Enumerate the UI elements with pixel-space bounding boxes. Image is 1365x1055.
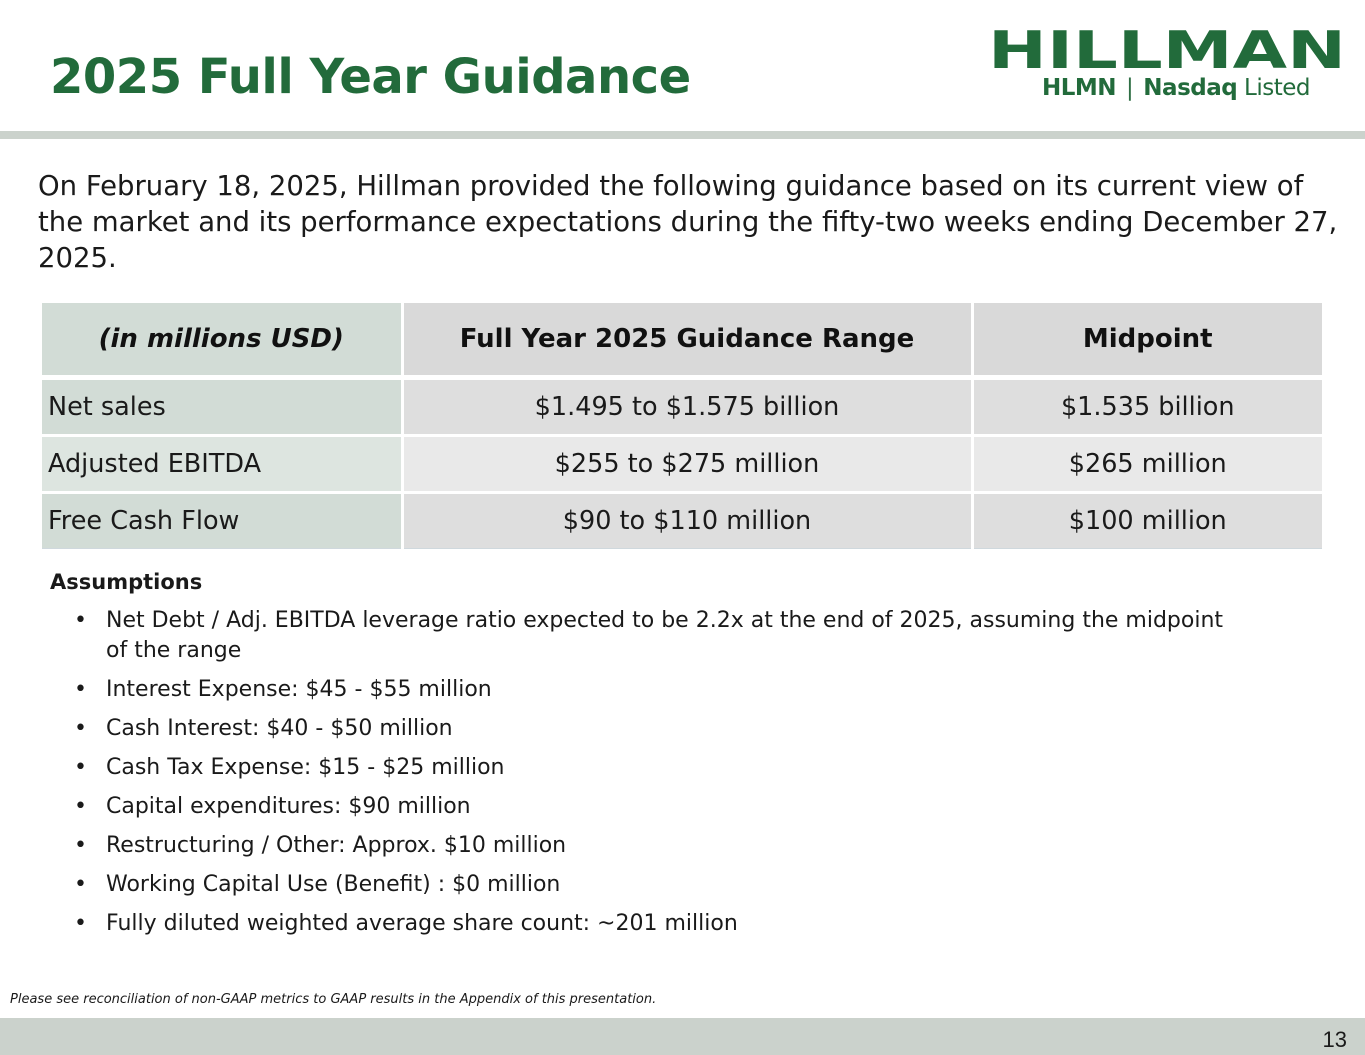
row-metric: Net sales (42, 378, 402, 436)
list-item (72, 831, 1232, 861)
logo-separator: | (1126, 75, 1134, 101)
table-row (42, 436, 1322, 493)
list-item (72, 792, 1232, 822)
header-midpoint: Midpoint (972, 303, 1322, 378)
hillman-wordmark (986, 26, 1348, 72)
bullet-icon: • (74, 754, 87, 780)
row-midpoint: $265 million (972, 436, 1322, 493)
assumptions-heading: Assumptions (50, 570, 203, 594)
footer-bar (0, 1018, 1365, 1055)
intro-paragraph: On February 18, 2025, Hillman provided the following guidance based on its current view of the market and its performance expectations during the fifty-two weeks ending December 27, 2025. (38, 170, 1338, 274)
row-range: $90 to $110 million (402, 493, 972, 549)
page-title: 2025 Full Year Guidance (50, 49, 691, 105)
header-units: (in millions USD) (42, 303, 402, 378)
list-item (72, 870, 1232, 900)
assumptions-list (72, 606, 1232, 948)
logo-wordmark-text: HILLMAN (988, 26, 1346, 72)
table-row (42, 378, 1322, 436)
bullet-icon: • (74, 832, 87, 858)
logo-tagline (1042, 73, 1310, 103)
bullet-icon: • (74, 608, 87, 633)
assumption-text: Fully diluted weighted average share count: ~201 million (106, 910, 738, 936)
header-divider (0, 131, 1365, 139)
bullet-icon: • (74, 715, 87, 741)
bullet-icon: • (74, 871, 87, 897)
hillman-logo (986, 26, 1348, 106)
header-guidance-range: Full Year 2025 Guidance Range (402, 303, 972, 378)
row-midpoint: $100 million (972, 493, 1322, 549)
assumption-text: Working Capital Use (Benefit) : $0 million (106, 871, 561, 897)
assumption-text: Cash Tax Expense: $15 - $25 million (106, 754, 505, 780)
bullet-icon: • (74, 793, 87, 819)
assumption-text: Capital expenditures: $90 million (106, 793, 471, 819)
table-row (42, 493, 1322, 549)
row-range: $255 to $275 million (402, 436, 972, 493)
logo-ticker: HLMN (1042, 75, 1117, 101)
bullet-icon: • (74, 676, 87, 702)
row-metric: Adjusted EBITDA (42, 436, 402, 493)
bullet-icon: • (74, 910, 87, 936)
logo-exchange: Nasdaq (1143, 75, 1238, 101)
list-item (72, 714, 1232, 744)
footnote: Please see reconciliation of non-GAAP metrics to GAAP results in the Appendix of this presentation. (10, 992, 657, 1007)
list-item (72, 909, 1232, 939)
list-item (72, 675, 1232, 705)
assumption-text: Net Debt / Adj. EBITDA leverage ratio expected to be 2.2x at the end of 2025, assuming the midpoint of the range (106, 608, 1224, 663)
logo-listed: Listed (1244, 75, 1310, 101)
assumption-text: Cash Interest: $40 - $50 million (106, 715, 453, 741)
row-midpoint: $1.535 billion (972, 378, 1322, 436)
row-range: $1.495 to $1.575 billion (402, 378, 972, 436)
row-metric: Free Cash Flow (42, 493, 402, 549)
table-header-row (42, 303, 1322, 378)
page-number: 13 (1322, 1027, 1347, 1052)
list-item (72, 606, 1232, 665)
list-item (72, 753, 1232, 783)
assumption-text: Restructuring / Other: Approx. $10 million (106, 832, 567, 858)
assumption-text: Interest Expense: $45 - $55 million (106, 676, 492, 702)
guidance-table (42, 303, 1322, 549)
